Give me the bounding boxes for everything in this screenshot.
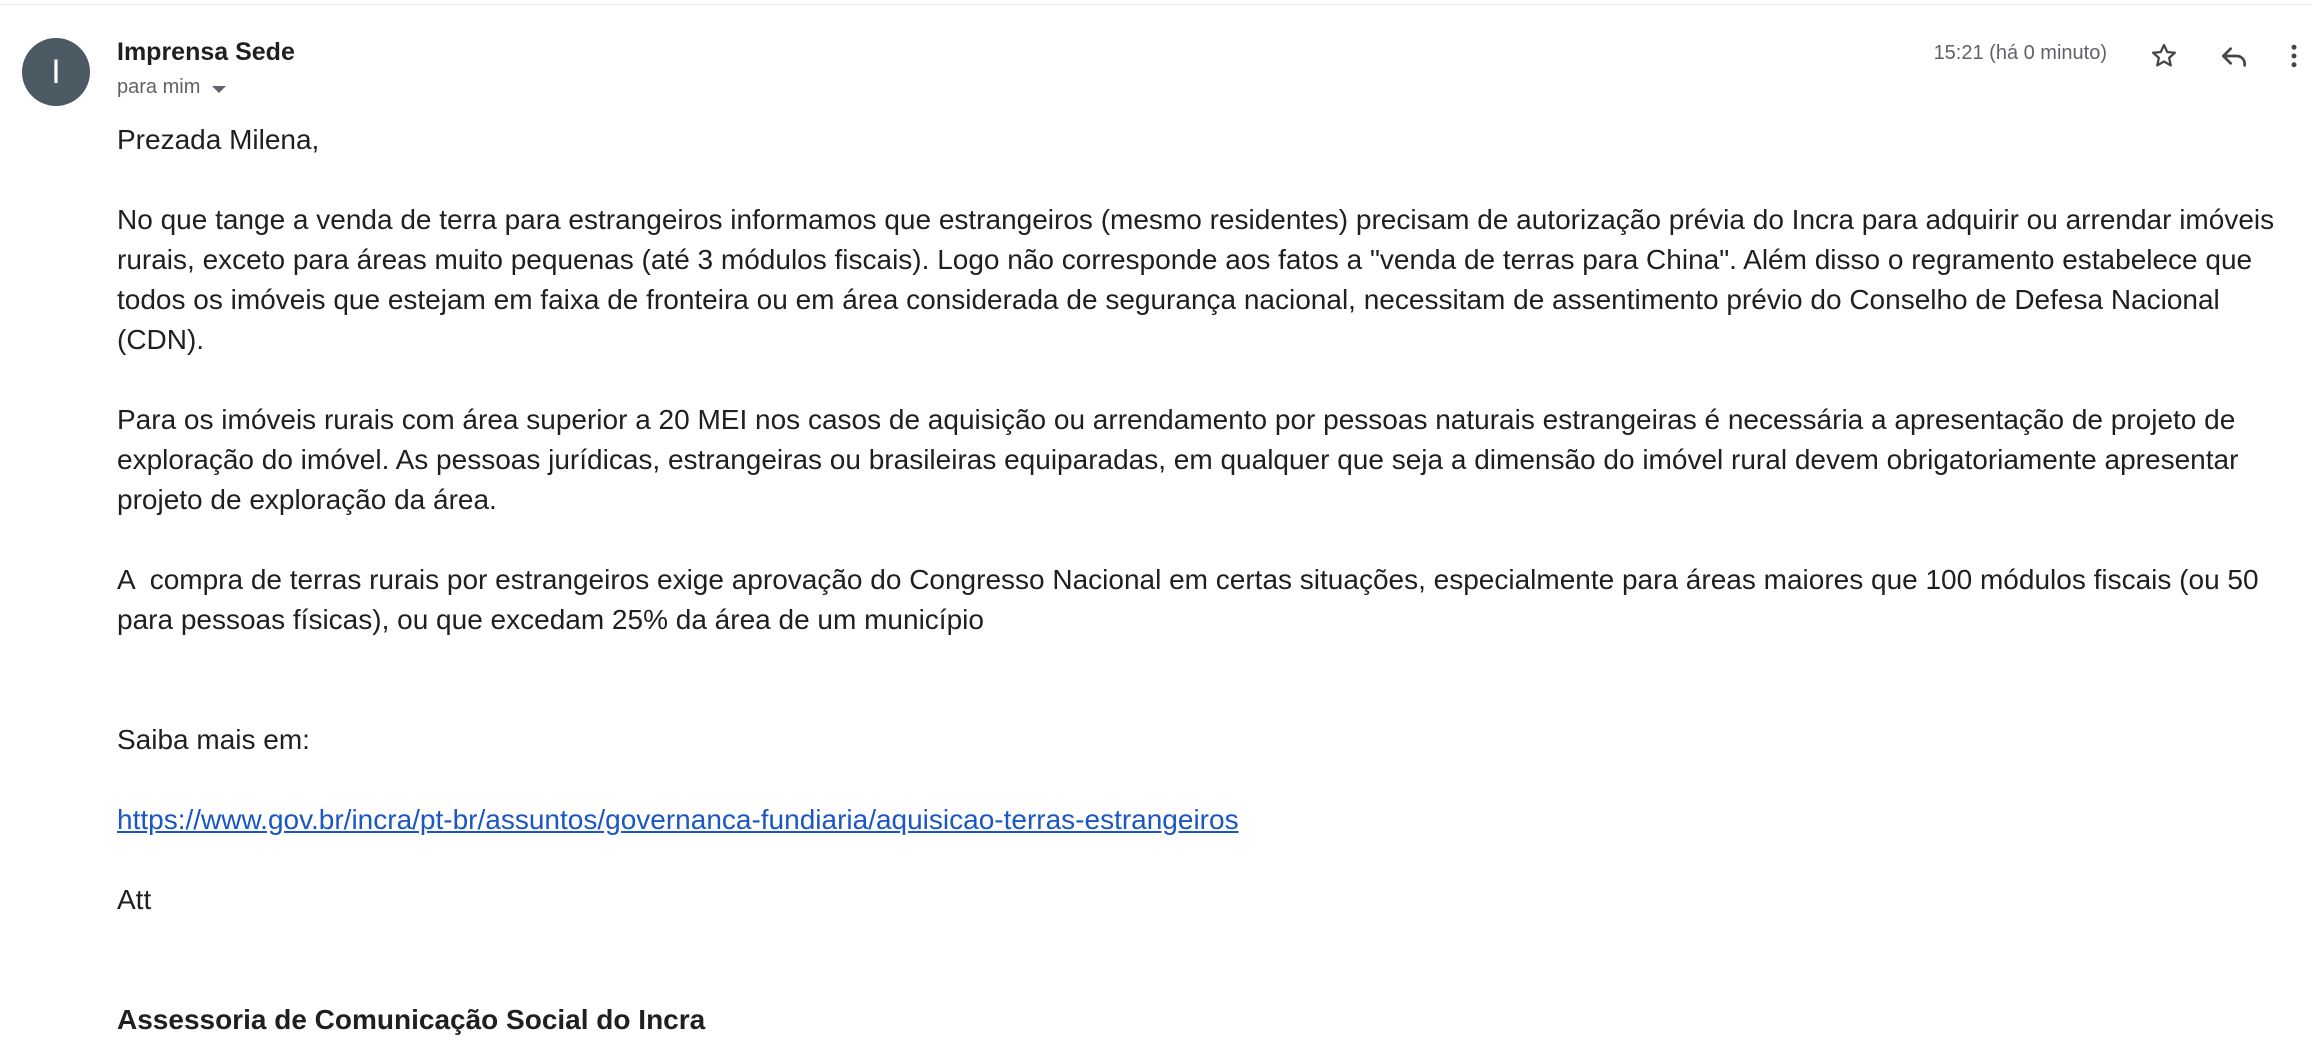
spacer bbox=[117, 640, 2307, 720]
closing: Att bbox=[117, 884, 152, 915]
recipient-details-toggle[interactable] bbox=[117, 76, 226, 99]
spacer bbox=[117, 840, 2307, 880]
timestamp: 15:21 (há 0 minuto) bbox=[1933, 42, 2107, 64]
recipient-label: para mim bbox=[117, 76, 201, 98]
top-divider bbox=[0, 0, 2312, 5]
more-vert-icon bbox=[2279, 41, 2309, 71]
sender-name[interactable]: Imprensa Sede bbox=[117, 38, 295, 66]
avatar-letter: I bbox=[51, 52, 61, 91]
saiba-mais-label: Saiba mais em: bbox=[117, 724, 310, 755]
avatar[interactable] bbox=[22, 38, 90, 106]
star-icon bbox=[2149, 41, 2179, 71]
incra-link[interactable]: https://www.gov.br/incra/pt-br/assuntos/governanca-fundiaria/aquisicao-terras-estrangeiros bbox=[117, 804, 1239, 835]
spacer bbox=[117, 520, 2307, 560]
spacer bbox=[117, 160, 2307, 200]
message-body bbox=[117, 120, 2307, 1040]
signature: Assessoria de Comunicação Social do Incra bbox=[117, 1004, 706, 1035]
chevron-down-icon bbox=[212, 86, 226, 93]
spacer bbox=[117, 920, 2307, 1000]
reply-icon bbox=[2218, 40, 2250, 72]
paragraph-2: Para os imóveis rurais com área superior a 20 MEI nos casos de aquisição ou arrendamento por pessoas naturais estrangeiras é necessária a apresentação de projeto de exploração do imóvel. As pessoas jurídicas, estrangeiras ou brasileiras equiparadas, em qualquer que seja a dimensão do imóvel rural devem obrigatoriamente apresentar projeto de exploração da área. bbox=[117, 404, 2239, 515]
spacer bbox=[117, 360, 2307, 400]
greeting: Prezada Milena, bbox=[117, 124, 320, 155]
star-button[interactable] bbox=[2142, 34, 2186, 78]
paragraph-3: A compra de terras rurais por estrangeiros exige aprovação do Congresso Nacional em certas situações, especialmente para áreas maiores que 100 módulos fiscais (ou 50 para pessoas físicas), ou que excedam 25% da área de um município bbox=[117, 564, 2267, 635]
reply-button[interactable] bbox=[2212, 34, 2256, 78]
paragraph-1: No que tange a venda de terra para estrangeiros informamos que estrangeiros (mesmo residentes) precisam de autorização prévia do Incra para adquirir ou arrendar imóveis rurais, exceto para áreas muito pequenas (até 3 módulos fiscais). Logo não corresponde aos fatos a "venda de terras para China". Além disso o regramento estabelece que todos os imóveis que estejam em faixa de fronteira ou em área considerada de segurança nacional, necessitam de assentimento prévio do Conselho de Defesa Nacional (CDN). bbox=[117, 204, 2275, 355]
more-options-button[interactable] bbox=[2272, 34, 2316, 78]
spacer bbox=[117, 760, 2307, 800]
